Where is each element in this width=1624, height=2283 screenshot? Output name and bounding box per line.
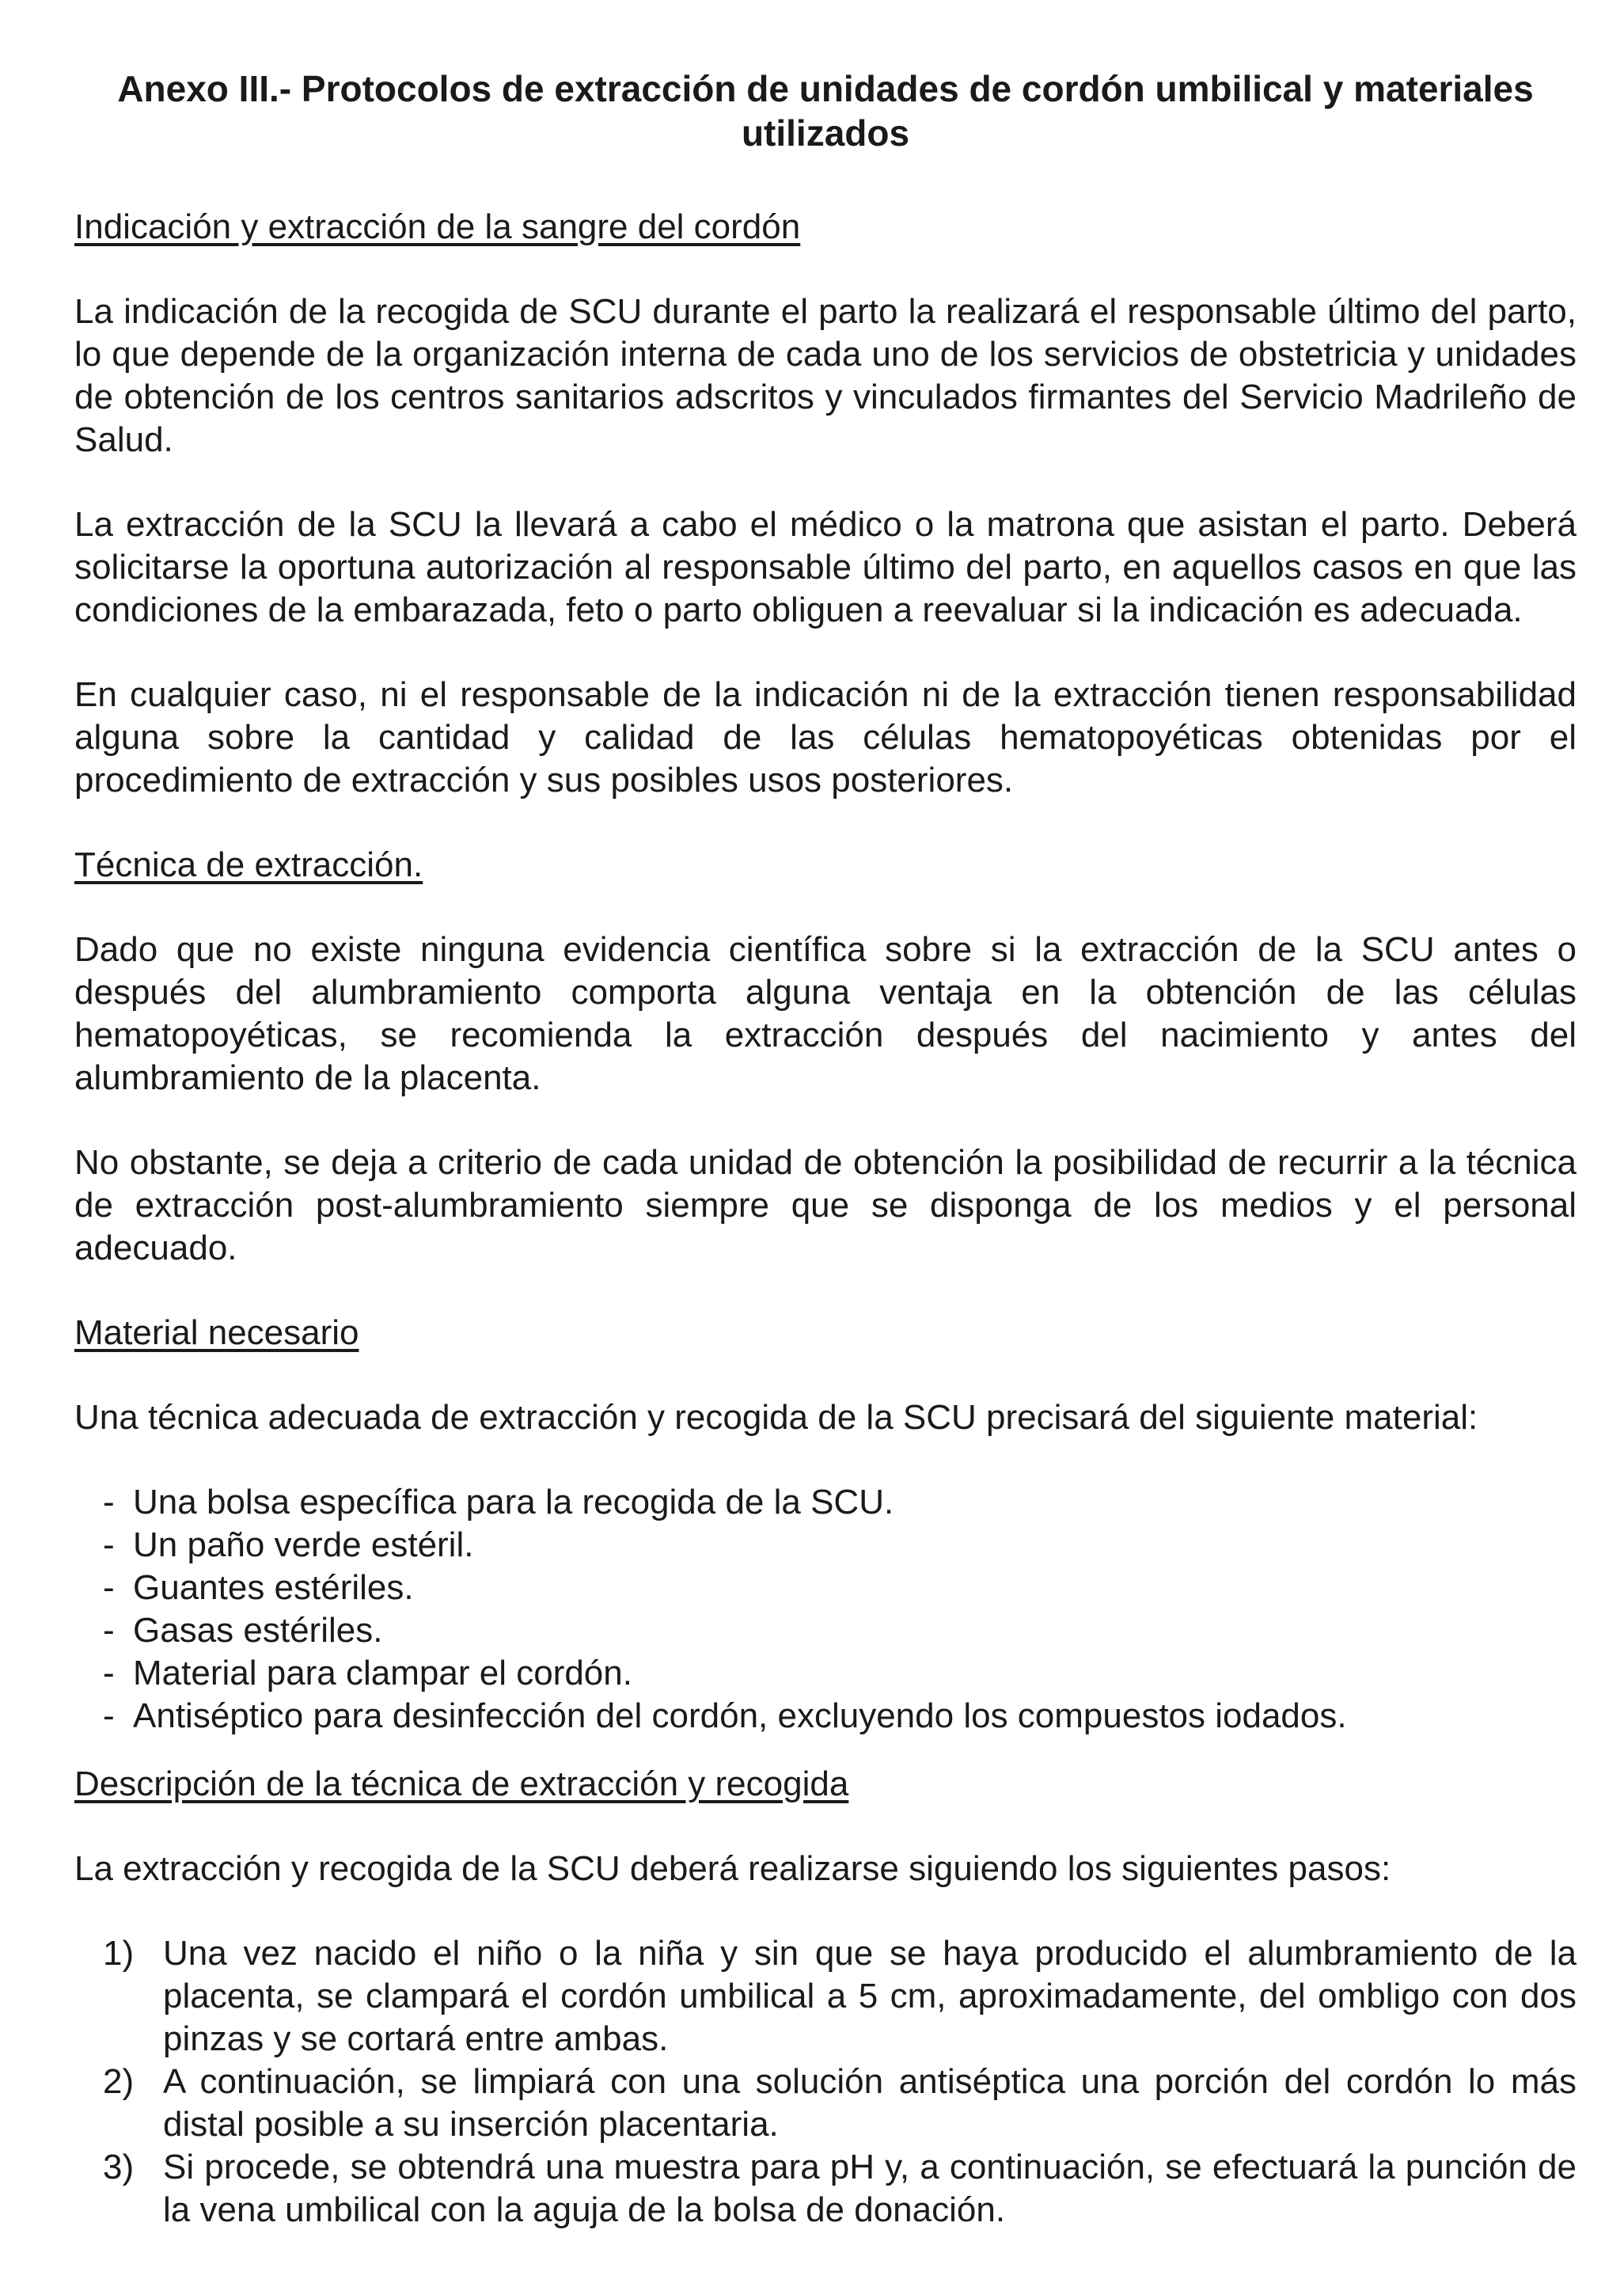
list-item: [74, 1652, 1577, 1695]
paragraph: La extracción de la SCU la llevará a cabo el médico o la matrona que asistan el parto. Deberá solicitarse la oportuna autorización al responsable último del parto, en aquellos casos en que las condiciones de la embarazada, feto o parto obliguen a reevaluar si la indicación es adecuada.: [74, 505, 1577, 629]
section-heading-descripcion: Descripción de la técnica de extracción y recogida: [74, 1764, 849, 1803]
descripcion-intro: La extracción y recogida de la SCU deberá realizarse siguiendo los siguientes pasos:: [74, 1849, 1391, 1888]
list-item: [74, 1609, 1577, 1652]
list-item-text: Guantes estériles.: [133, 1568, 414, 1607]
paragraph: En cualquier caso, ni el responsable de la indicación ni de la extracción tienen responsabilidad alguna sobre la cantidad y calidad de las células hematopoyéticas obtenidas por el procedimiento de extracción y sus posibles usos posteriores.: [74, 675, 1577, 800]
step-item: [74, 2061, 1577, 2146]
step-item: [74, 2146, 1577, 2232]
material-intro: Una técnica adecuada de extracción y recogida de la SCU precisará del siguiente material:: [74, 1398, 1478, 1437]
list-item: [74, 1567, 1577, 1609]
document-page: [74, 66, 1577, 2232]
list-item: [74, 1524, 1577, 1567]
step-number: 1): [103, 1934, 135, 1973]
section-heading-material: Material necesario: [74, 1313, 359, 1352]
step-number: 2): [103, 2062, 135, 2101]
paragraph: No obstante, se deja a criterio de cada unidad de obtención la posibilidad de recurrir a la técnica de extracción post-alumbramiento siempre que se disponga de los medios y el personal adecuado.: [74, 1143, 1577, 1267]
section-heading-tecnica: Técnica de extracción.: [74, 845, 423, 884]
list-item-text: Material para clampar el cordón.: [133, 1654, 632, 1692]
paragraph: Dado que no existe ninguna evidencia científica sobre si la extracción de la SCU antes o después del alumbramiento comporta alguna ventaja en la obtención de las células hematopoyéticas, se recomienda la extracción después del nacimiento y antes del alumbramiento de la placenta.: [74, 930, 1577, 1097]
list-bullet: -: [103, 1568, 115, 1607]
list-item-text: Una bolsa específica para la recogida de la SCU.: [133, 1483, 894, 1521]
material-list: [74, 1481, 1577, 1738]
list-bullet: -: [103, 1483, 115, 1521]
list-item-text: Antiséptico para desinfección del cordón, excluyendo los compuestos iodados.: [133, 1696, 1347, 1735]
step-item: [74, 1932, 1577, 2061]
section-heading-indicacion: Indicación y extracción de la sangre del cordón: [74, 207, 801, 246]
list-bullet: -: [103, 1525, 115, 1564]
list-item-text: Un paño verde estéril.: [133, 1525, 474, 1564]
list-bullet: -: [103, 1654, 115, 1692]
list-item: [74, 1695, 1577, 1738]
page-title: Anexo III.- Protocolos de extracción de unidades de cordón umbilical y materiales utilizados: [117, 68, 1534, 154]
step-text: Si procede, se obtendrá una muestra para pH y, a continuación, se efectuará la punción de la vena umbilical con la aguja de la bolsa de donación.: [163, 2148, 1577, 2229]
step-number: 3): [103, 2148, 135, 2186]
list-bullet: -: [103, 1696, 115, 1735]
list-bullet: -: [103, 1611, 115, 1650]
step-text: Una vez nacido el niño o la niña y sin que se haya producido el alumbramiento de la placenta, se clampará el cordón umbilical a 5 cm, aproximadamente, del ombligo con dos pinzas y se cortará entre ambas.: [163, 1934, 1577, 2058]
list-item-text: Gasas estériles.: [133, 1611, 383, 1650]
paragraph: La indicación de la recogida de SCU durante el parto la realizará el responsable último del parto, lo que depende de la organización interna de cada uno de los servicios de obstetricia y unidades de obtención de los centros sanitarios adscritos y vinculados firmantes del Servicio Madrileño de Salud.: [74, 292, 1577, 459]
step-text: A continuación, se limpiará con una solución antiséptica una porción del cordón lo más distal posible a su inserción placentaria.: [163, 2062, 1577, 2144]
steps-list: [74, 1932, 1577, 2232]
list-item: [74, 1481, 1577, 1524]
